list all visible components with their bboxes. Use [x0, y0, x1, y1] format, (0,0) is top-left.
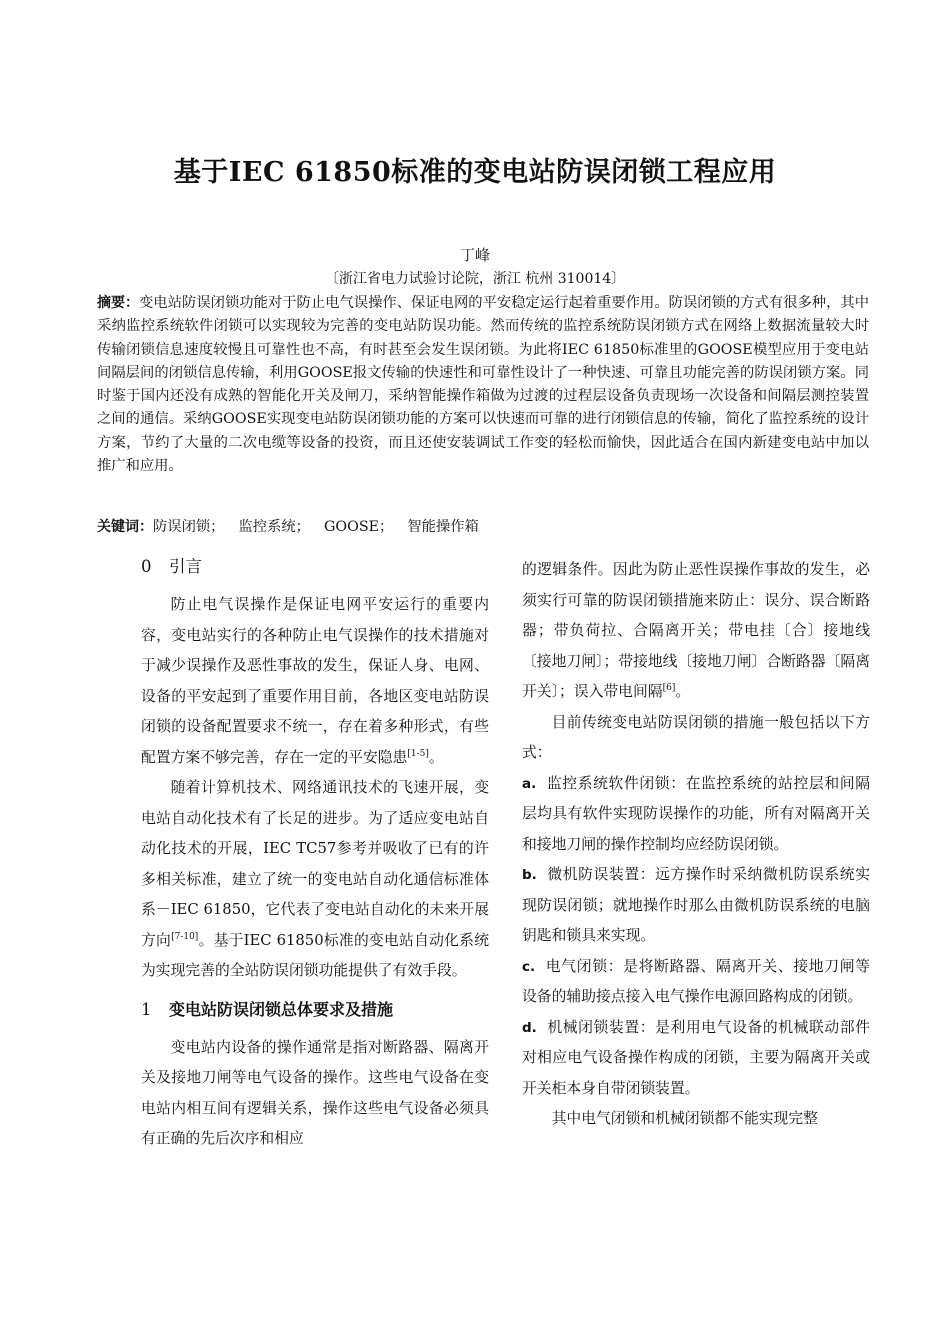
list-item — [522, 952, 870, 1013]
abstract-label: 摘要： — [97, 295, 140, 311]
section-heading-requirements — [141, 993, 489, 1027]
paragraph: 目前传统变电站防误闭锁的措施一般包括以下方式： — [522, 713, 870, 761]
section-title: 引言 — [169, 557, 202, 576]
section-number: 0 — [141, 557, 152, 576]
list-item — [522, 1013, 870, 1105]
left-column — [141, 550, 489, 1155]
list-item-text: 机械闭锁装置：是利用电气设备的机械联动部件对相应电气设备操作构成的闭锁，主要为隔离开关或开关柜本身自带闭锁装置。 — [522, 1018, 870, 1097]
list-item — [522, 860, 870, 952]
citation: [6] — [662, 683, 676, 693]
section-number: 1 — [141, 999, 152, 1019]
paragraph-continued — [522, 555, 870, 708]
list-item — [522, 769, 870, 861]
paragraph-end: 。 — [428, 748, 444, 766]
paragraph: 变电站内设备的操作通常是指对断路器、隔离开关及接地刀闸等电气设备的操作。这些电气设备在变电站内相互间有逻辑关系，操作这些电气设备必须具有正确的先后次序和相应 — [141, 1038, 489, 1147]
paragraph-text: 的逻辑条件。因此为防止恶性误操作事故的发生，必须实行可靠的防误闭锁措施来防止：误分、误合断路器；带负荷拉、合隔离开关；带电挂〔合〕接地线〔接地刀闸〕；带接地线〔接地刀闸〕合断路器〔隔离开关〕；误入带电间隔 — [522, 561, 870, 700]
paragraph-text: 随着计算机技术、网络通讯技术的飞速开展，变电站自动化技术有了长足的进步。为了适应变电站自动化技术的开展，IEC TC57参考并吸收了已有的许多相关标准，建立了统一的变电站自动化通信标准体系－IEC 61850，它代表了变电站自动化的未来开展方向 — [141, 779, 489, 949]
section-heading-intro — [141, 550, 489, 584]
right-column — [522, 555, 870, 1135]
affiliation: 〔浙江省电力试验讨论院，浙江 杭州 310014〕 — [324, 271, 626, 287]
paragraph — [141, 773, 489, 987]
paragraph: 其中电气闭锁和机械闭锁都不能实现完整 — [551, 1110, 818, 1127]
list-item-text: 微机防误装置：远方操作时采纳微机防误系统实现防误闭锁；就地操作时那么由微机防误系统的电脑钥匙和锁具来实现。 — [522, 866, 870, 944]
citation: [7-10] — [171, 931, 199, 942]
abstract — [97, 292, 869, 478]
keyword: 监控系统； — [238, 519, 310, 535]
list-item-label: b. — [522, 867, 537, 883]
list-item-label: c. — [522, 958, 536, 975]
list-item-text: 电气闭锁：是将断路器、隔离开关、接地刀闸等设备的辅助接点接入电气操作电源回路构成的闭锁。 — [522, 957, 870, 1005]
list-item-label: d. — [522, 1019, 537, 1036]
list-item-text: 监控系统软件闭锁：在监控系统的站控层和间隔层均具有软件实现防误操作的功能，所有对隔离开关和接地刀闸的操作控制均应经防误闭锁。 — [522, 774, 870, 853]
section-title: 变电站防误闭锁总体要求及措施 — [169, 999, 394, 1019]
abstract-text: 变电站防误闭锁功能对于防止电气误操作、保证电网的平安稳定运行起着重要作用。防误闭锁的方式有很多种，其中采纳监控系统软件闭锁可以实现较为完善的变电站防误功能。然而传统的监控系统防误闭锁方式在网络上数据流量较大时传输闭锁信息速度较慢且可靠性也不高，有时甚至会发生误闭锁。为此将IEC 61850标准里的GOOSE模型应用于变电站间隔层间的闭锁信息传输，利用GOOSE报文传输的快速性和可靠性设计了一种快速、可靠且功能完善的防误闭锁方案。同时鉴于国内还没有成熟的智能化开关及闸刀，采纳智能操作箱做为过渡的过程层设备负责现场一次设备和间隔层测控装置之间的通信。采纳GOOSE实现变电站防误闭锁功能的方案可以快速而可靠的进行闭锁信息的传输，简化了监控系统的设计方案，节约了大量的二次电缆等设备的投资，而且还使安装调试工作变的轻松而愉快，因此适合在国内新建变电站中加以推广和应用。 — [97, 295, 870, 475]
paragraph-text: 防止电气误操作是保证电网平安运行的重要内容，变电站实行的各种防止电气误操作的技术措施对于减少误操作及恶性事故的发生，保证人身、电网、设备的平安起到了重要作用目前，各地区变电站防误闭锁的设备配置要求不统一，存在着多种形式，有些配置方案不够完善，存在一定的平安隐患 — [141, 596, 489, 766]
paragraph — [141, 590, 489, 773]
paper-title: 基于IEC 61850标准的变电站防误闭锁工程应用 — [173, 157, 777, 188]
keywords — [97, 516, 869, 539]
list-item-label: a. — [522, 775, 537, 792]
keyword: 防误闭锁； — [153, 519, 225, 535]
paragraph-end: 。 — [675, 683, 691, 700]
author: 丁峰 — [459, 246, 490, 264]
citation: [1-5] — [407, 748, 429, 759]
keyword: GOOSE； — [323, 519, 394, 535]
keywords-label: 关键词： — [97, 519, 153, 535]
paragraph-end: 。基于IEC 61850标准的变电站自动化系统为实现完善的全站防误闭锁功能提供了有效手段。 — [141, 931, 489, 979]
keyword: 智能操作箱 — [407, 519, 479, 535]
